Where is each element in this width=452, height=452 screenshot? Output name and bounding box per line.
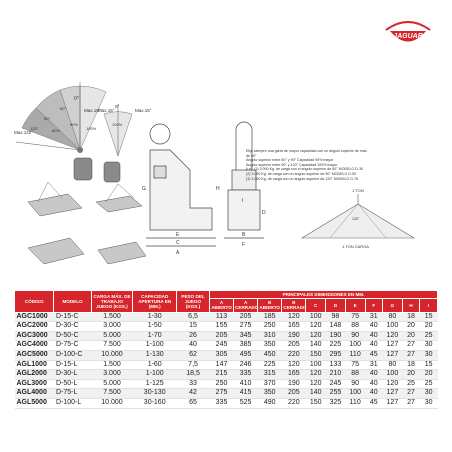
table-cell: 1-60 <box>133 360 177 370</box>
note-line: (3) 3.000 Kg. de carga con un angulo superior de 120° MODELO D-75 <box>246 176 359 181</box>
table-cell: 40 <box>365 331 383 341</box>
table-row <box>15 341 438 351</box>
col-principales: PRINCIPALES DIMENSIONES EN MM. <box>209 291 437 299</box>
table-cell: 40 <box>365 341 383 351</box>
col-dim: G <box>383 299 403 312</box>
table-cell: 250 <box>209 379 233 389</box>
col-dim: A ABIERTO <box>211 300 232 311</box>
table-cell: 1-70 <box>133 331 177 341</box>
table-cell: 5.000 <box>91 379 133 389</box>
table-cell: 100 <box>383 370 403 380</box>
table-row <box>15 331 438 341</box>
note-line: (i.e). (1) 3.000 Kg. de carga con el angulo superior de 60° MODELO D-30 <box>246 167 364 172</box>
table-cell: 27 <box>402 389 420 399</box>
table-cell: 335 <box>234 370 258 380</box>
table-cell: 215 <box>209 370 233 380</box>
svg-text:E: E <box>176 232 180 238</box>
cell-modelo: D-75-C <box>54 341 91 351</box>
table-cell: 33 <box>177 379 210 389</box>
col-carga: CARGA MÁX. DE TRABAJO JUEGO (KGS.) <box>91 291 133 313</box>
table-cell: 205 <box>282 341 306 351</box>
cell-codigo: AGL5000 <box>15 398 54 408</box>
table-cell: 1.500 <box>91 360 133 370</box>
header-row <box>15 291 438 299</box>
table-cell: 275 <box>209 389 233 399</box>
cell-codigo: AGL4000 <box>15 389 54 399</box>
table-cell: 31 <box>365 360 383 370</box>
table-cell: 100 <box>383 322 403 332</box>
table-cell: 15 <box>420 312 438 322</box>
table-cell: 150 <box>306 398 326 408</box>
table-cell: 120 <box>306 331 326 341</box>
table-cell: 205 <box>209 331 233 341</box>
svg-text:100%: 100% <box>112 122 123 127</box>
table-cell: 10.000 <box>91 350 133 360</box>
table-cell: 190 <box>282 379 306 389</box>
svg-text:A: A <box>176 250 180 256</box>
table-cell: 40 <box>365 322 383 332</box>
svg-text:1 TON CARGA: 1 TON CARGA <box>342 244 369 249</box>
table-cell: 490 <box>258 398 282 408</box>
table-cell: 120 <box>306 322 326 332</box>
table-cell: 325 <box>326 398 346 408</box>
table-cell: 220 <box>282 398 306 408</box>
svg-text:1 TON: 1 TON <box>352 188 364 193</box>
col-peso: PESO DEL JUEGO (KGS.) <box>177 291 210 313</box>
note-line: Angulo superior entre 60° y 90° Capacidad 90% mayor <box>246 158 334 163</box>
table-row <box>15 322 438 332</box>
table-cell: 250 <box>258 322 282 332</box>
svg-text:90%: 90% <box>70 122 79 127</box>
table-cell: 42 <box>177 389 210 399</box>
clamp-icon-small <box>74 158 120 182</box>
svg-text:0°: 0° <box>74 96 79 102</box>
col-dim: B ABIERTO <box>259 300 280 311</box>
table-cell: 40 <box>365 389 383 399</box>
cell-codigo: AGC4000 <box>15 341 54 351</box>
table-cell: 205 <box>234 312 258 322</box>
table-cell: 495 <box>234 350 258 360</box>
table-cell: 295 <box>326 350 346 360</box>
logo-text: JAGUAR <box>393 33 423 40</box>
clamp-side-view <box>142 124 220 256</box>
note-line: Angulo superior entre 90° y 120° Capacidad 100% mayor <box>246 162 338 167</box>
table-cell: 165 <box>282 370 306 380</box>
table-cell: 15 <box>177 322 210 332</box>
table-cell: 110 <box>345 398 365 408</box>
svg-text:H: H <box>216 186 220 192</box>
cell-modelo: D-30-C <box>54 322 91 332</box>
table-cell: 98 <box>326 312 346 322</box>
table-cell: 30 <box>420 341 438 351</box>
col-dim: E <box>345 299 365 312</box>
table-cell: 335 <box>209 398 233 408</box>
cell-modelo: D-75-L <box>54 389 91 399</box>
table-cell: 150 <box>306 350 326 360</box>
table-cell: 450 <box>258 350 282 360</box>
table-cell: 20 <box>402 370 420 380</box>
table-cell: 80 <box>383 312 403 322</box>
table-cell: 20 <box>420 370 438 380</box>
cell-codigo: AGC2000 <box>15 322 54 332</box>
table-cell: 20 <box>420 322 438 332</box>
specifications-table <box>14 290 438 409</box>
table-cell: 30-160 <box>133 398 177 408</box>
table-cell: 255 <box>326 389 346 399</box>
load-angle-diagram <box>302 188 414 249</box>
table-cell: 120 <box>282 312 306 322</box>
table-cell: 7.500 <box>91 389 133 399</box>
cell-modelo: D-100-C <box>54 350 91 360</box>
table-cell: 127 <box>383 398 403 408</box>
table-cell: 305 <box>209 350 233 360</box>
svg-text:D: D <box>262 210 266 216</box>
table-cell: 1.500 <box>91 312 133 322</box>
table-cell: 1-50 <box>133 322 177 332</box>
table-cell: 190 <box>282 331 306 341</box>
table-cell: 1-100 <box>133 341 177 351</box>
table-cell: 100 <box>306 360 326 370</box>
table-cell: 245 <box>326 379 346 389</box>
clamp-front-view <box>224 122 266 248</box>
svg-text:Max.15°: Max.15° <box>84 108 101 113</box>
logo-arc <box>386 22 430 30</box>
table-cell: 210 <box>326 370 346 380</box>
table-row <box>15 312 438 322</box>
table-cell: 31 <box>365 312 383 322</box>
table-cell: 1-125 <box>133 379 177 389</box>
table-cell: 140 <box>306 389 326 399</box>
table-cell: 120 <box>383 379 403 389</box>
table-cell: 315 <box>258 370 282 380</box>
table-cell: 120 <box>306 379 326 389</box>
note-line: Elija siempre una garra de mayor capacidad con un ángulo superior de más <box>246 149 367 153</box>
svg-text:B: B <box>242 232 246 238</box>
table-cell: 100 <box>345 341 365 351</box>
svg-text:G: G <box>142 186 146 192</box>
table-cell: 65 <box>177 398 210 408</box>
table-cell: 225 <box>326 341 346 351</box>
table-cell: 120 <box>383 331 403 341</box>
table-cell: 30 <box>420 350 438 360</box>
svg-text:100%: 100% <box>86 126 97 131</box>
table-cell: 20 <box>402 322 420 332</box>
table-cell: 1-130 <box>133 350 177 360</box>
col-codigo: CÓDIGO <box>15 291 54 313</box>
table-cell: 3.000 <box>91 322 133 332</box>
table-cell: 7,5 <box>177 360 210 370</box>
table-cell: 3.000 <box>91 370 133 380</box>
table-cell: 155 <box>209 322 233 332</box>
table-cell: 310 <box>258 331 282 341</box>
svg-text:Max.15°: Max.15° <box>98 108 115 113</box>
table-cell: 370 <box>258 379 282 389</box>
table-cell: 30-130 <box>133 389 177 399</box>
col-dim: A CERRADO <box>235 300 259 311</box>
svg-text:80%: 80% <box>52 128 61 133</box>
table-cell: 7.500 <box>91 341 133 351</box>
cell-modelo: D-15-C <box>54 312 91 322</box>
table-cell: 147 <box>209 360 233 370</box>
table-cell: 246 <box>234 360 258 370</box>
col-dim: H <box>402 299 420 312</box>
svg-text:0°: 0° <box>115 104 120 109</box>
svg-text:90°: 90° <box>44 116 51 121</box>
table-cell: 113 <box>209 312 233 322</box>
table-cell: 1-30 <box>133 312 177 322</box>
table-cell: 385 <box>234 341 258 351</box>
cell-modelo: D-30-L <box>54 370 91 380</box>
svg-text:C: C <box>176 240 180 246</box>
table-row <box>15 389 438 399</box>
table-cell: 110 <box>345 350 365 360</box>
table-cell: 75 <box>345 312 365 322</box>
table-cell: 205 <box>282 389 306 399</box>
table-cell: 127 <box>383 389 403 399</box>
jaguar-logo <box>382 18 434 50</box>
table-cell: 120 <box>282 360 306 370</box>
note-line: (2) 3.000 Kg. de carga con un angulo superior de 90° MODELO D-50 <box>246 171 357 176</box>
table-cell: 45 <box>365 398 383 408</box>
table-cell: 100 <box>306 312 326 322</box>
table-cell: 350 <box>258 389 282 399</box>
table-cell: 245 <box>209 341 233 351</box>
table-cell: 220 <box>282 350 306 360</box>
table-cell: 25 <box>402 379 420 389</box>
table-cell: 127 <box>383 341 403 351</box>
table-cell: 88 <box>345 322 365 332</box>
cell-modelo: D-50-L <box>54 379 91 389</box>
cell-codigo: AGL2000 <box>15 370 54 380</box>
cell-modelo: D-100-L <box>54 398 91 408</box>
table-cell: 525 <box>234 398 258 408</box>
angle-fan-diagram <box>14 82 106 153</box>
table-cell: 410 <box>234 379 258 389</box>
table-cell: 190 <box>326 331 346 341</box>
svg-text:I: I <box>242 198 244 204</box>
table-cell: 6,5 <box>177 312 210 322</box>
table-cell: 350 <box>258 341 282 351</box>
table-cell: 25 <box>420 331 438 341</box>
table-cell: 1-100 <box>133 370 177 380</box>
note-line: de 60° <box>246 153 257 158</box>
table-row <box>15 370 438 380</box>
table-cell: 225 <box>258 360 282 370</box>
table-cell: 30 <box>420 398 438 408</box>
table-cell: 415 <box>234 389 258 399</box>
table-cell: 27 <box>402 341 420 351</box>
table-cell: 15 <box>420 360 438 370</box>
table-row <box>15 360 438 370</box>
svg-text:F: F <box>242 242 246 248</box>
table-cell: 62 <box>177 350 210 360</box>
capacity-note <box>246 149 446 181</box>
table-cell: 26 <box>177 331 210 341</box>
cell-codigo: AGL1000 <box>15 360 54 370</box>
col-modelo: MODELO <box>54 291 91 313</box>
table-row <box>15 379 438 389</box>
col-dim: I <box>420 299 438 312</box>
svg-text:60°: 60° <box>60 106 67 111</box>
svg-text:120°: 120° <box>30 126 39 131</box>
table-row <box>15 398 438 408</box>
table-cell: 18,5 <box>177 370 210 380</box>
table-cell: 40 <box>365 370 383 380</box>
col-dim: C <box>306 299 326 312</box>
col-capacidad: CAPACIDAD APERTURA EN (MM.) <box>133 291 177 313</box>
table-cell: 18 <box>402 312 420 322</box>
cell-codigo: AGL3000 <box>15 379 54 389</box>
table-cell: 90 <box>345 331 365 341</box>
table-cell: 27 <box>402 398 420 408</box>
col-dim: F <box>365 299 383 312</box>
col-dim: B CERRADO <box>283 300 307 311</box>
table-cell: 40 <box>365 379 383 389</box>
table-row <box>15 350 438 360</box>
table-cell: 88 <box>345 370 365 380</box>
table-cell: 275 <box>234 322 258 332</box>
table-cell: 133 <box>326 360 346 370</box>
table-cell: 185 <box>258 312 282 322</box>
table-cell: 80 <box>383 360 403 370</box>
cell-modelo: D-15-L <box>54 360 91 370</box>
table-cell: 45 <box>365 350 383 360</box>
cell-codigo: AGC3000 <box>15 331 54 341</box>
svg-text:Max.15°: Max.15° <box>135 108 152 113</box>
vertical-angle-diagram <box>98 104 152 156</box>
table-cell: 25 <box>420 379 438 389</box>
cell-codigo: AGC5000 <box>15 350 54 360</box>
table-cell: 127 <box>383 350 403 360</box>
svg-text:Max.120°: Max.120° <box>14 130 34 135</box>
table-cell: 20 <box>402 331 420 341</box>
col-dim: D <box>326 299 346 312</box>
table-cell: 345 <box>234 331 258 341</box>
table-cell: 30 <box>420 389 438 399</box>
table-cell: 140 <box>306 341 326 351</box>
table-cell: 75 <box>345 360 365 370</box>
cell-codigo: AGC1000 <box>15 312 54 322</box>
table-cell: 148 <box>326 322 346 332</box>
table-cell: 5.000 <box>91 331 133 341</box>
table-cell: 10.000 <box>91 398 133 408</box>
cell-modelo: D-50-C <box>54 331 91 341</box>
table-cell: 27 <box>402 350 420 360</box>
table-cell: 90 <box>345 379 365 389</box>
table-cell: 165 <box>282 322 306 332</box>
svg-text:120°: 120° <box>352 217 360 221</box>
table-cell: 40 <box>177 341 210 351</box>
table-cell: 120 <box>306 370 326 380</box>
table-cell: 100 <box>345 389 365 399</box>
table-cell: 18 <box>402 360 420 370</box>
plate-illustrations <box>28 182 146 264</box>
